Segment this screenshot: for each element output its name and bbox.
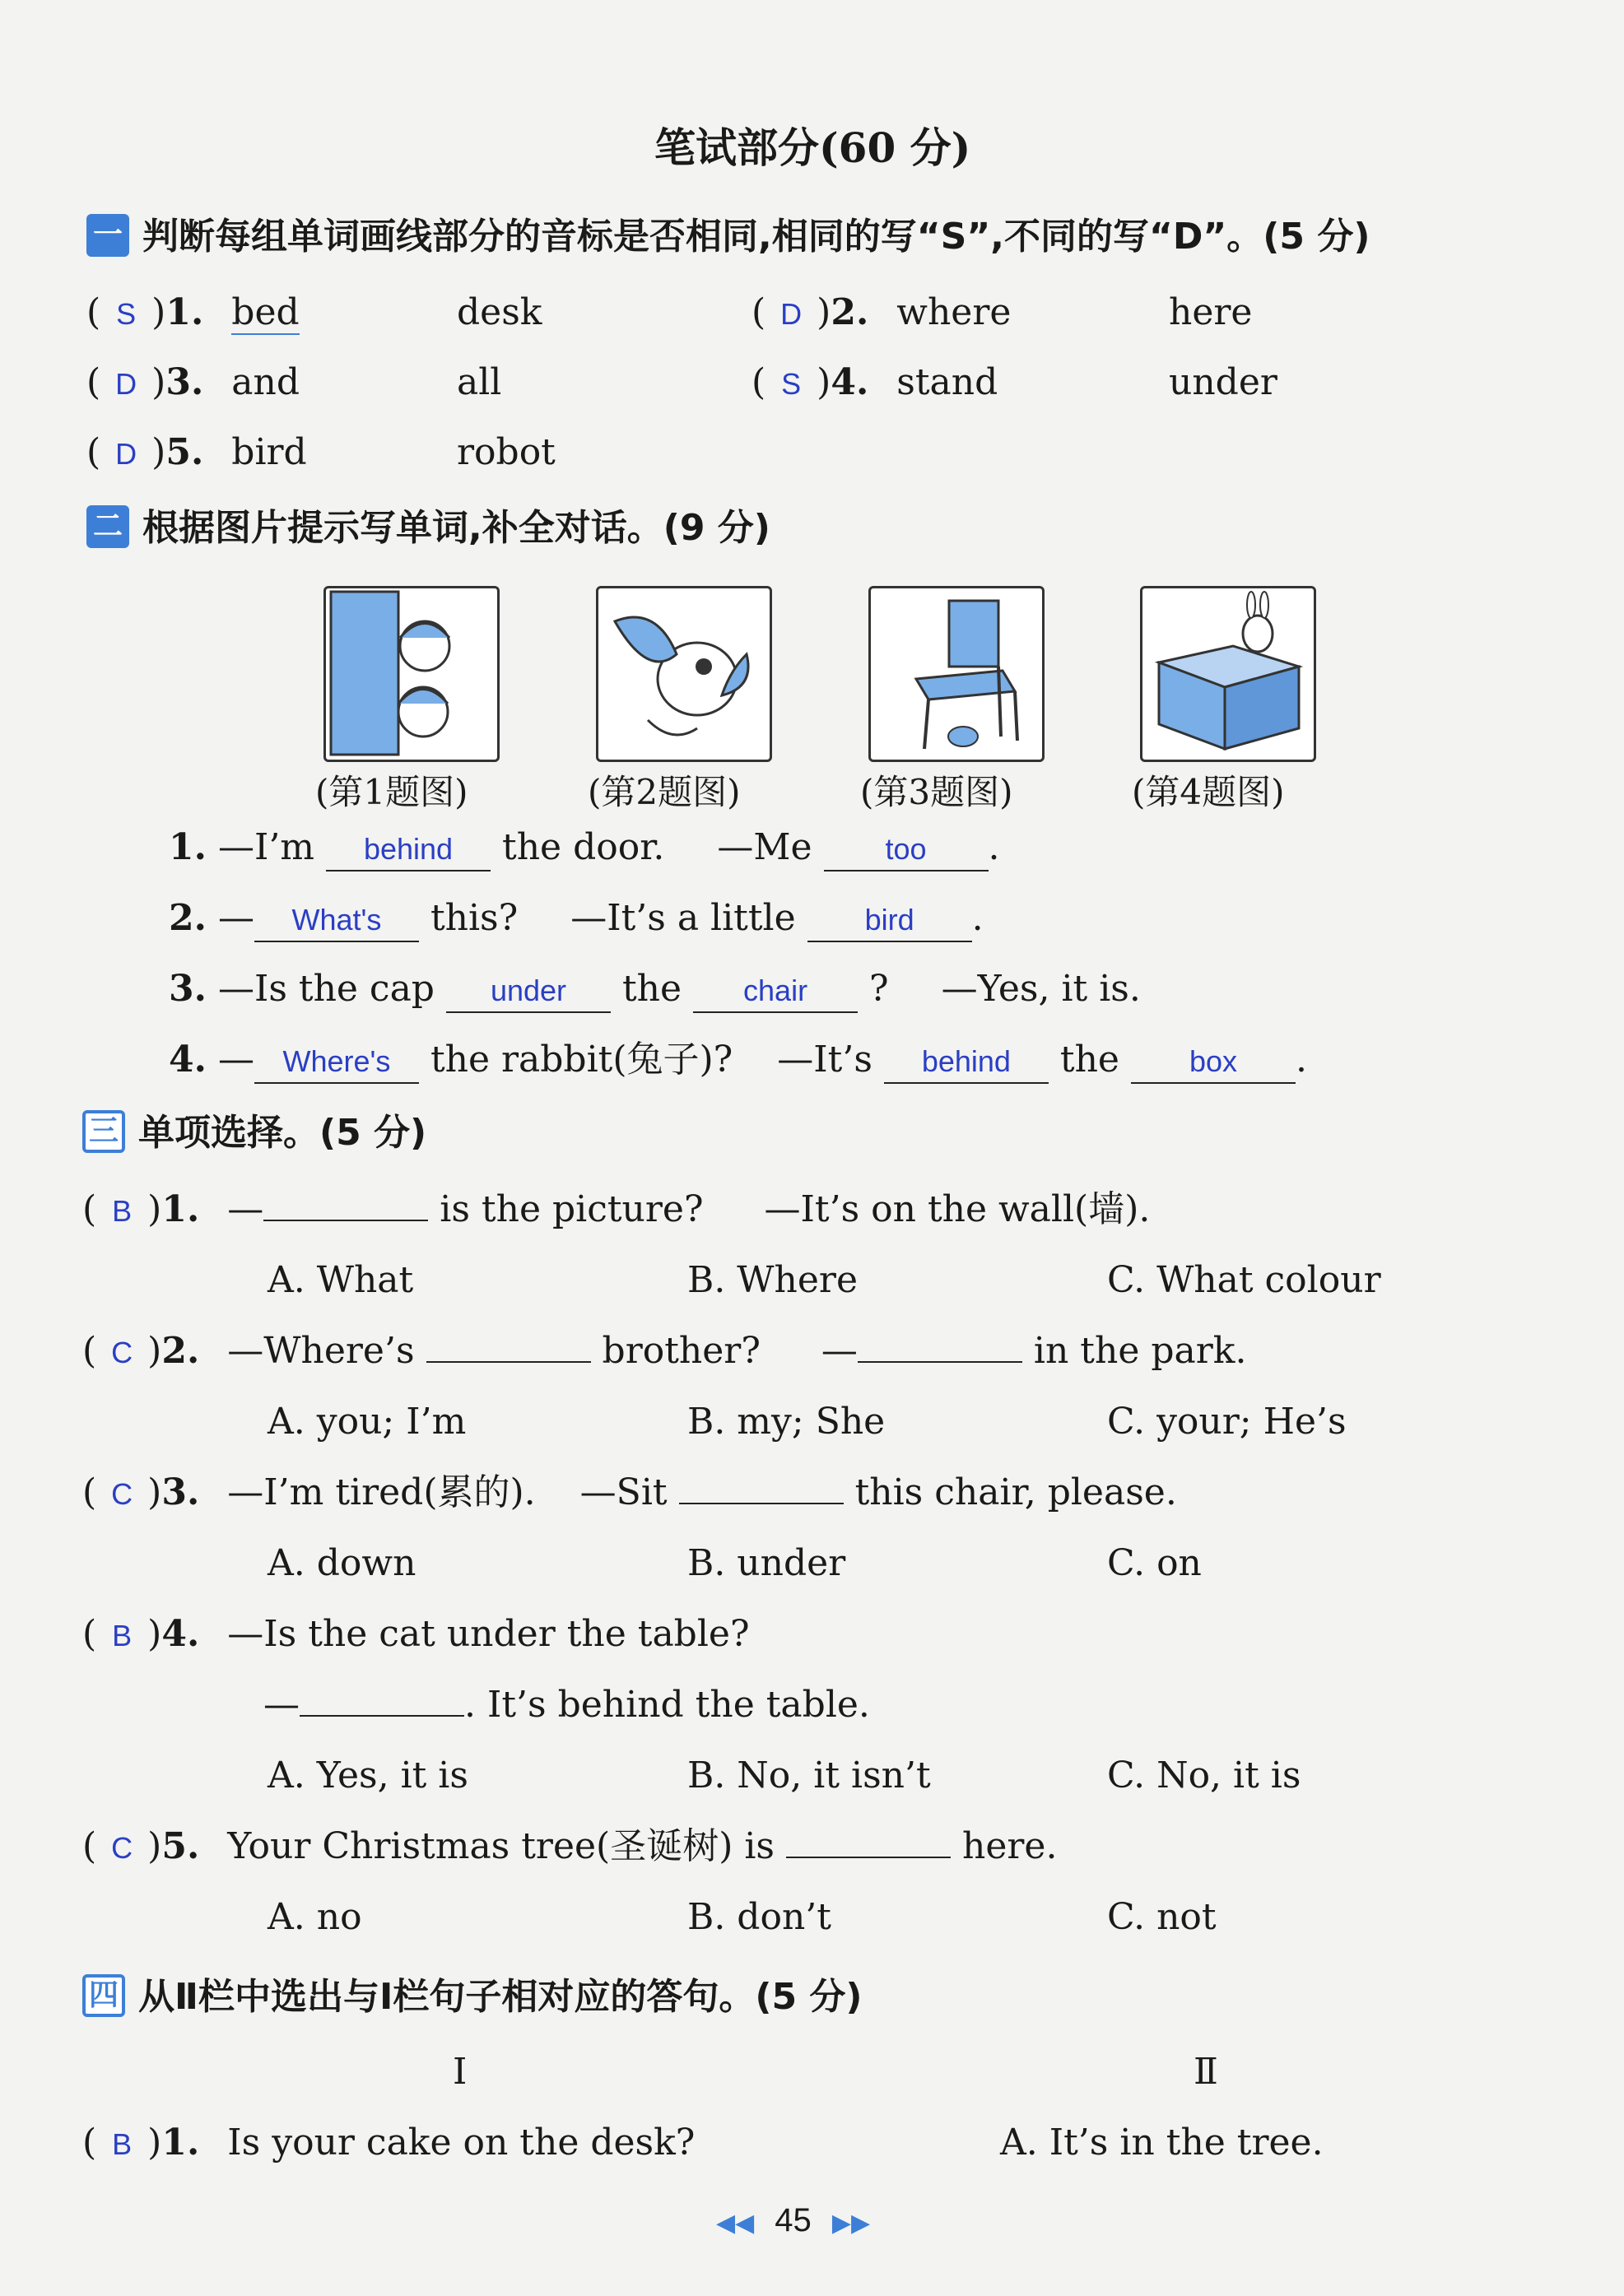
- option: A. What: [268, 1259, 414, 1301]
- word: under: [1169, 361, 1277, 403]
- word: here: [1169, 291, 1253, 333]
- text: —It’s on the wall(墙).: [764, 1188, 1151, 1230]
- caption-3: (第3题图): [860, 772, 1013, 812]
- caption-1: (第1题图): [315, 772, 468, 812]
- s3-q4: ( B )4. —Is the cat under the table?: [82, 1610, 750, 1661]
- caption-2: (第2题图): [588, 772, 741, 812]
- answer: B: [112, 1194, 133, 1228]
- text: —: [263, 1684, 300, 1726]
- picture-door-kids: [323, 586, 500, 762]
- item-number: 2.: [161, 1330, 200, 1372]
- word: bird: [231, 431, 307, 473]
- word: stand: [896, 361, 998, 403]
- column-1-label: Ⅰ: [453, 2051, 468, 2093]
- option: A. you; I’m: [268, 1401, 467, 1443]
- text: —Yes, it is.: [941, 968, 1141, 1010]
- answer-blank: box: [1131, 1041, 1296, 1084]
- text: .: [1295, 1039, 1307, 1081]
- answer-blank: behind: [326, 829, 491, 871]
- page-title: 笔试部分(60 分): [654, 123, 971, 172]
- word: all: [457, 361, 502, 403]
- answer: C: [111, 1336, 133, 1369]
- text: —I’m tired(累的).: [227, 1471, 536, 1513]
- text: —Me: [717, 826, 812, 868]
- caption-4: (第4题图): [1132, 772, 1285, 812]
- s1-item-4: ( S )4. stand: [752, 358, 998, 409]
- text: brother?: [602, 1330, 761, 1372]
- answer-blank: behind: [884, 1041, 1049, 1084]
- blank: [858, 1361, 1022, 1363]
- section-3-badge: 三: [82, 1110, 125, 1153]
- s1-item-3: ( D )3. and: [86, 358, 300, 409]
- item-number: 5.: [161, 1825, 200, 1867]
- option: B. No, it isn’t: [687, 1755, 931, 1796]
- option: C. your; He’s: [1107, 1401, 1347, 1443]
- item-number: 1.: [169, 826, 207, 868]
- answer-blank: bird: [807, 899, 972, 942]
- item-number: 2.: [831, 291, 869, 333]
- word: bed: [231, 291, 300, 333]
- s3-q1: ( B )1. — is the picture? —It’s on the wall(墙).: [82, 1185, 1150, 1236]
- text: —Is the cap: [217, 968, 435, 1010]
- option: A. no: [268, 1896, 362, 1938]
- s4-q1: ( B )1. Is your cake on the desk?: [82, 2118, 695, 2169]
- answer: D: [780, 297, 803, 331]
- column-2-label: Ⅱ: [1194, 2051, 1218, 2093]
- blank: [263, 1220, 428, 1221]
- text: —Where’s: [227, 1330, 415, 1372]
- text: —It’s: [777, 1039, 872, 1081]
- answer-blank: What's: [254, 899, 419, 942]
- text: the: [621, 968, 682, 1010]
- s1-item-5: ( D )5. bird: [86, 428, 307, 479]
- s2-q2: [169, 894, 984, 943]
- option: C. not: [1107, 1896, 1217, 1938]
- text: .: [988, 826, 1000, 868]
- text: in the park.: [1033, 1330, 1247, 1372]
- option: C. No, it is: [1107, 1755, 1301, 1796]
- s1-word2: [457, 358, 501, 407]
- word: desk: [457, 291, 542, 333]
- s1-item-2: ( D )2. where: [752, 288, 1011, 339]
- text: —Sit: [579, 1471, 668, 1513]
- text: .: [971, 897, 984, 939]
- page-number: 45: [775, 2202, 812, 2238]
- item-number: 3.: [169, 968, 207, 1010]
- s1-word2: [1169, 358, 1277, 407]
- answer-blank: Where's: [254, 1041, 419, 1084]
- option: B. Where: [687, 1259, 858, 1301]
- item-number: 3.: [161, 1471, 200, 1513]
- text: the door.: [502, 826, 665, 868]
- page-footer: [716, 2202, 870, 2239]
- section-2-text: 根据图片提示写单词,补全对话。(9 分): [142, 507, 770, 549]
- s1-item-1: ( S )1. bed: [86, 288, 300, 339]
- word: and: [231, 361, 300, 403]
- text: —Is the cat under the table?: [227, 1613, 750, 1655]
- section-1-badge: 一: [86, 214, 129, 257]
- item-number: 4.: [161, 1613, 200, 1655]
- item-number: 5.: [165, 431, 204, 473]
- option: C. What colour: [1107, 1259, 1381, 1301]
- item-number: 4.: [831, 361, 869, 403]
- item-number: 1.: [161, 2122, 200, 2164]
- s3-q3: ( C )3. —I’m tired(累的). —Sit this chair, please.: [82, 1468, 1177, 1519]
- s1-word2: [457, 428, 556, 477]
- text: here.: [962, 1825, 1058, 1867]
- s2-q1: [169, 823, 1000, 872]
- answer: C: [111, 1477, 133, 1511]
- answer: S: [116, 297, 137, 331]
- text: the: [1059, 1039, 1119, 1081]
- word: robot: [457, 431, 556, 473]
- picture-box-rabbit: [1140, 586, 1316, 762]
- option: A. down: [268, 1542, 416, 1584]
- answer: D: [115, 437, 137, 471]
- item-number: 3.: [165, 361, 204, 403]
- section-2-badge: 二: [86, 505, 129, 548]
- option: B. don’t: [687, 1896, 831, 1938]
- item-number: 1.: [161, 1188, 200, 1230]
- item-number: 4.: [169, 1039, 207, 1081]
- picture-bird: [596, 586, 772, 762]
- option: A. Yes, it is: [268, 1755, 468, 1796]
- s3-q2: ( C )2. —Where’s brother? — in the park.: [82, 1327, 1246, 1378]
- text: ?: [869, 968, 889, 1010]
- s1-word2: [1169, 288, 1252, 337]
- answer: C: [111, 1831, 133, 1865]
- section-4-text: 从Ⅱ栏中选出与Ⅰ栏句子相对应的答句。(5 分): [138, 1976, 863, 2018]
- text: is the picture?: [440, 1188, 704, 1230]
- section-3-text: 单项选择。(5 分): [138, 1112, 427, 1154]
- section-2-heading: [86, 504, 770, 553]
- text: —It’s a little: [570, 897, 796, 939]
- text: —I’m: [217, 826, 315, 868]
- s2-q4: [169, 1035, 1307, 1085]
- text: Your Christmas tree(圣诞树) is: [227, 1825, 775, 1867]
- text: —: [821, 1330, 858, 1372]
- answer: D: [115, 367, 137, 401]
- s3-q4-line2: [263, 1680, 870, 1730]
- answer: B: [112, 1619, 133, 1652]
- item-number: 2.: [169, 897, 207, 939]
- text: —: [227, 1188, 264, 1230]
- text: —: [217, 1039, 254, 1081]
- option: C. on: [1107, 1542, 1202, 1584]
- text: this?: [430, 897, 519, 939]
- text: the rabbit(兔子)?: [430, 1039, 733, 1081]
- answer-blank: chair: [693, 970, 858, 1013]
- section-1-heading: [86, 212, 1370, 262]
- s3-q5: ( C )5. Your Christmas tree(圣诞树) is here.: [82, 1822, 1057, 1873]
- answer-blank: too: [824, 829, 989, 871]
- blank: [426, 1361, 591, 1363]
- answer: B: [112, 2127, 133, 2161]
- section-4-heading: [82, 1973, 863, 2022]
- picture-chair: [868, 586, 1045, 762]
- answer-blank: under: [446, 970, 611, 1013]
- s1-word2: [457, 288, 542, 337]
- blank: [786, 1857, 951, 1858]
- answer: S: [781, 367, 802, 401]
- section-1-text: 判断每组单词画线部分的音标是否相同,相同的写“S”,不同的写“D”。(5 分): [142, 216, 1370, 258]
- next-arrow-icon: ▶▶: [831, 2210, 871, 2237]
- text: —: [217, 897, 254, 939]
- blank: [679, 1503, 844, 1504]
- text: . It’s behind the table.: [464, 1684, 870, 1726]
- option: B. under: [687, 1542, 846, 1584]
- s4-option-a: A. It’s in the tree.: [1000, 2122, 1324, 2164]
- item-number: 1.: [165, 291, 204, 333]
- blank: [300, 1715, 464, 1717]
- word: where: [896, 291, 1012, 333]
- section-4-badge: 四: [82, 1974, 125, 2017]
- option: B. my; She: [687, 1401, 886, 1443]
- s2-q3: [169, 964, 1141, 1014]
- section-3-heading: [82, 1108, 426, 1158]
- text: Is your cake on the desk?: [227, 2122, 696, 2164]
- text: this chair, please.: [854, 1471, 1177, 1513]
- prev-arrow-icon: ◀◀: [716, 2210, 755, 2237]
